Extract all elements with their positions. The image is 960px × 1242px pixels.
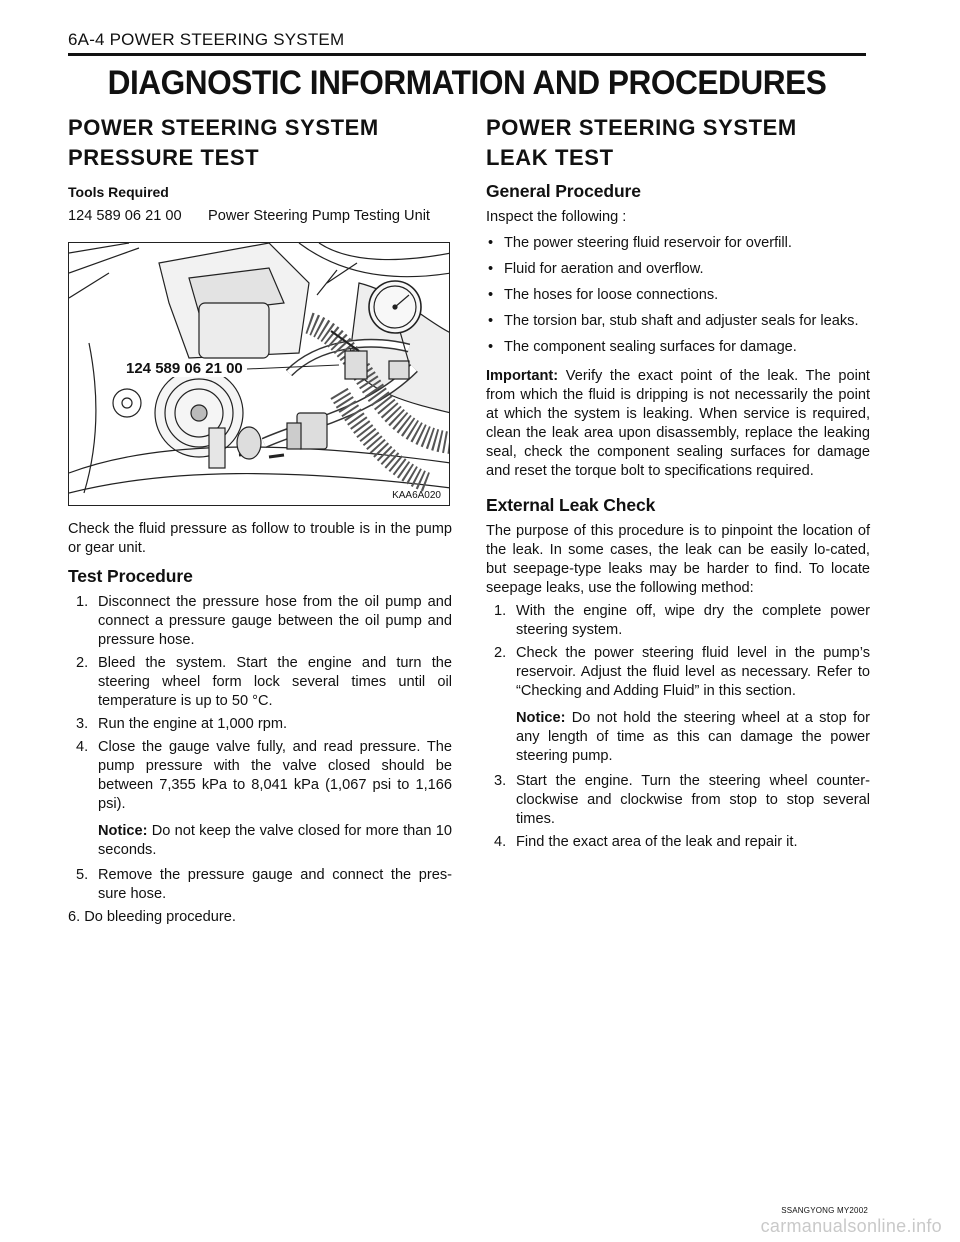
right-column: [486, 113, 870, 852]
tool-number: 124 589 06 21 00: [68, 208, 182, 224]
list-item: • The torsion bar, stub shaft and adjuster seals for leaks.: [486, 312, 870, 331]
list-item: • The hoses for loose connections.: [486, 286, 870, 305]
list-item: • Fluid for aeration and overflow.: [486, 260, 870, 279]
pressure-test-title-line2: PRESSURE TEST: [68, 145, 260, 170]
external-leak-intro: The purpose of this procedure is to pinpoint the location of the leak. In some cases, the leak can be easily lo-cated, but seepage-type leaks may be harder to find. To locate seepage leaks, use the following method:: [486, 523, 870, 596]
pressure-test-intro: Check the fluid pressure as follow to trouble is in the pump or gear unit.: [68, 521, 452, 556]
list-item: [494, 833, 870, 852]
step-number: 1.: [494, 603, 507, 619]
test-procedure-title: Test Procedure: [68, 566, 193, 586]
important-paragraph: [486, 367, 870, 481]
notice-paragraph: [98, 822, 452, 860]
figure-code: KAA6A020: [392, 490, 441, 501]
important-text: Verify the exact point of the leak. The point from which the fluid is dripping is not necessarily the point at which the system is leaking. When service is required, clean the leak area upon disassembly, replace the leaking seal, check the component sealing surfaces for damage and reset the torque bolt to specifications required.: [486, 368, 870, 479]
step-number: 2.: [494, 645, 507, 661]
tools-required-label: Tools Required: [68, 184, 169, 200]
watermark: carmanualsonline.info: [760, 1216, 942, 1236]
notice-text: Do not hold the steering wheel at a stop for any length of time as this can damage the power steering pump.: [516, 710, 870, 764]
notice-label: Notice:: [516, 710, 566, 726]
header-rule: [68, 53, 866, 56]
pump-testing-unit-figure: [68, 242, 450, 506]
inspect-list: [486, 234, 870, 357]
list-item: [76, 738, 452, 860]
step-text: Remove the pressure gauge and connect the pres-sure hose.: [98, 867, 452, 902]
tool-name: Power Steering Pump Testing Unit: [208, 208, 430, 224]
step-text: Start the engine. Turn the steering wheel counter-clockwise and clockwise from stop to stop several times.: [516, 773, 870, 827]
notice-label: Notice:: [98, 823, 148, 839]
step-number: 4.: [76, 739, 89, 755]
step-text: Disconnect the pressure hose from the oil pump and connect a pressure gauge between the oil pump and pressure hose.: [98, 594, 452, 648]
external-leak-steps: [494, 602, 870, 852]
footer-model: SSANGYONG MY2002: [781, 1206, 868, 1215]
step-text: Close the gauge valve fully, and read pressure. The pump pressure with the valve closed should be between 7,355 kPa to 8,041 kPa (1,067 psi to 1,166 psi).: [98, 739, 452, 812]
step-number: 5.: [76, 867, 89, 883]
list-item: [494, 644, 870, 766]
important-label: Important:: [486, 368, 559, 384]
test-procedure-steps: [76, 593, 452, 904]
step-text: Find the exact area of the leak and repair it.: [516, 834, 798, 850]
step-number: 4.: [494, 834, 507, 850]
list-item: [76, 715, 452, 734]
step-text: Check the power steering fluid level in the pump’s reservoir. Adjust the fluid level as necessary. Refer to “Checking and Adding Fluid” in this section.: [516, 645, 870, 699]
notice-paragraph: [516, 709, 870, 766]
inspect-intro: Inspect the following :: [486, 209, 627, 225]
step-text: Run the engine at 1,000 rpm.: [98, 716, 288, 732]
tool-row: [68, 207, 452, 226]
step-number: 3.: [76, 716, 89, 732]
step-number: 2.: [76, 655, 89, 671]
list-item: [494, 602, 870, 640]
step-text: With the engine off, wipe dry the complete power steering system.: [516, 603, 870, 638]
list-item: • The power steering fluid reservoir for overfill.: [486, 234, 870, 253]
leak-test-title-line2: LEAK TEST: [486, 145, 614, 170]
list-item: [76, 593, 452, 650]
step-text: Bleed the system. Start the engine and turn the steering wheel form lock several times until oil temperature is up to 50 °C.: [98, 655, 452, 709]
list-item: • The component sealing surfaces for damage.: [486, 338, 870, 357]
list-item: [76, 654, 452, 711]
general-procedure-title: General Procedure: [486, 181, 641, 201]
notice-text: Do not keep the valve closed for more than 10 seconds.: [98, 823, 452, 858]
step-number: 1.: [76, 594, 89, 610]
step-number: 3.: [494, 773, 507, 789]
list-item: [494, 772, 870, 829]
external-leak-check-title: External Leak Check: [486, 495, 656, 515]
figure-tool-callout: 124 589 06 21 00: [123, 360, 246, 377]
step-six: 6. Do bleeding procedure.: [68, 909, 236, 925]
list-item: [76, 866, 452, 904]
page-title: DIAGNOSTIC INFORMATION AND PROCEDURES: [107, 64, 827, 102]
leak-test-title-line1: POWER STEERING SYSTEM: [486, 115, 797, 140]
pressure-test-title-line1: POWER STEERING SYSTEM: [68, 115, 379, 140]
left-column: [68, 113, 452, 927]
page-header: 6A-4 POWER STEERING SYSTEM: [68, 30, 345, 49]
